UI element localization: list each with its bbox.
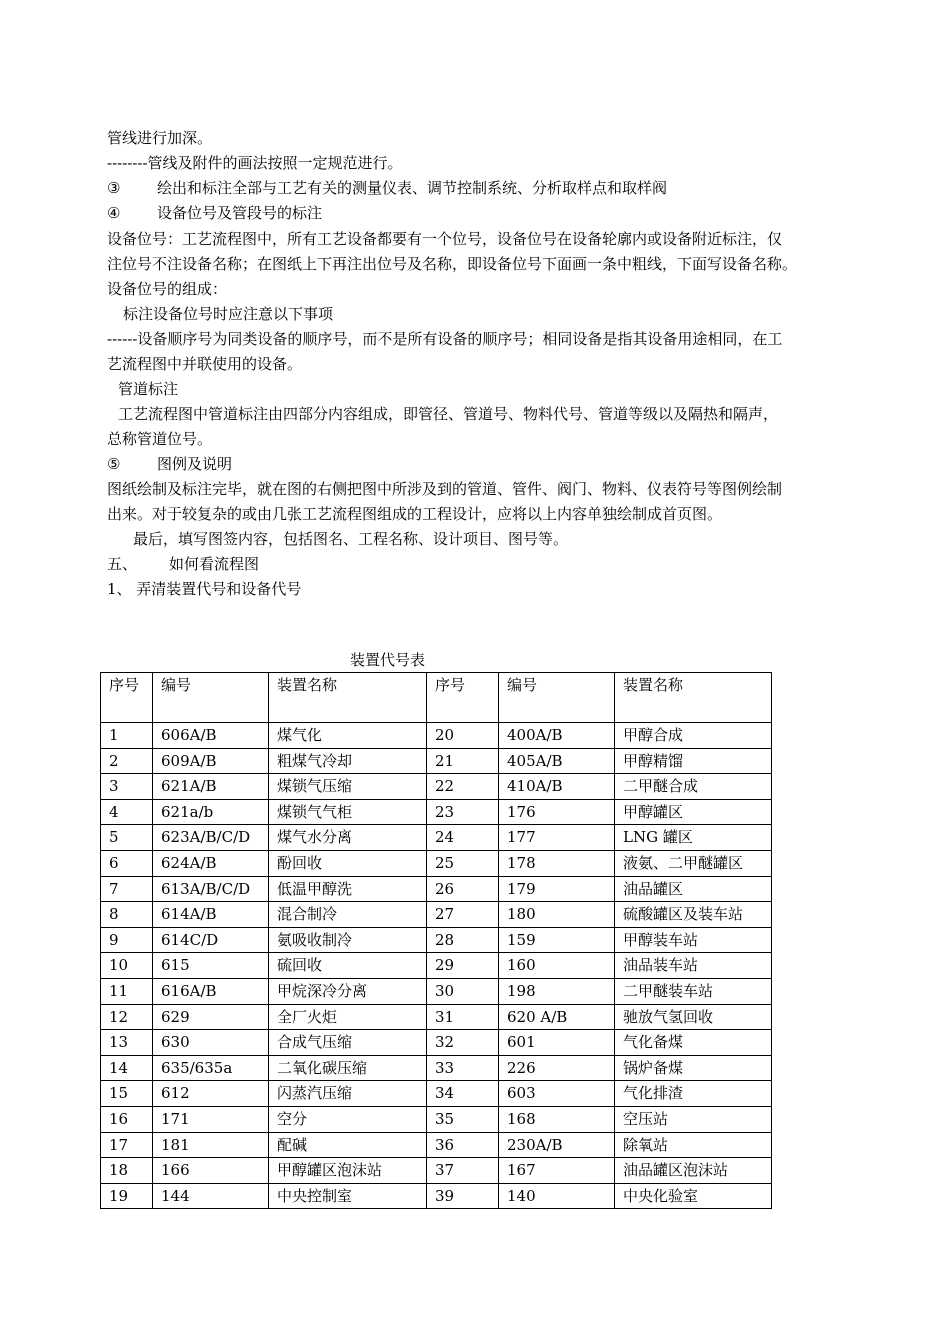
table-row — [101, 1158, 772, 1184]
cell-index: 12 — [101, 1004, 153, 1030]
table-row — [101, 927, 772, 953]
header-cell-index: 序号 — [101, 673, 153, 723]
cell-code: 621A/B — [153, 774, 269, 800]
list-marker: ⑤ — [107, 455, 121, 473]
cell-code: 612 — [153, 1081, 269, 1107]
cell-index: 15 — [101, 1081, 153, 1107]
paragraph: 工艺流程图中管道标注由四部分内容组成，即管径、管道号、物料代号、管道等级以及隔热和隔声， — [118, 405, 779, 423]
table-row — [101, 876, 772, 902]
section-number: 五、 — [107, 555, 138, 573]
cell-name: 气化备煤 — [615, 1030, 772, 1056]
device-code-table — [100, 672, 772, 1209]
header-cell-index: 序号 — [427, 673, 499, 723]
table-row — [101, 902, 772, 928]
table-row — [101, 1055, 772, 1081]
cell-code: 177 — [499, 825, 615, 851]
cell-name: 甲醇罐区泡沫站 — [269, 1158, 427, 1184]
cell-code: 603 — [499, 1081, 615, 1107]
cell-index: 11 — [101, 978, 153, 1004]
section-title: 如何看流程图 — [169, 555, 260, 573]
cell-index: 9 — [101, 927, 153, 953]
cell-name: 闪蒸汽压缩 — [269, 1081, 427, 1107]
cell-code: 178 — [499, 850, 615, 876]
paragraph: --------管线及附件的画法按照一定规范进行。 — [107, 154, 403, 172]
cell-code: 405A/B — [499, 748, 615, 774]
cell-index: 14 — [101, 1055, 153, 1081]
cell-code: 614C/D — [153, 927, 269, 953]
table-row — [101, 953, 772, 979]
cell-name: 甲醇合成 — [615, 723, 772, 749]
cell-name: 混合制冷 — [269, 902, 427, 928]
paragraph: 设备位号：工艺流程图中，所有工艺设备都要有一个位号，设备位号在设备轮廓内或设备附近标注，仅 — [107, 230, 783, 248]
cell-name: 全厂火炬 — [269, 1004, 427, 1030]
table-row — [101, 1183, 772, 1209]
cell-name: 煤锁气压缩 — [269, 774, 427, 800]
cell-index: 4 — [101, 799, 153, 825]
cell-code: 624A/B — [153, 850, 269, 876]
paragraph: 艺流程图中并联使用的设备。 — [107, 355, 303, 373]
list-item — [107, 454, 232, 474]
section-heading: 管道标注 — [118, 380, 179, 398]
cell-code: 176 — [499, 799, 615, 825]
cell-name: 低温甲醇洗 — [269, 876, 427, 902]
table-row — [101, 1004, 772, 1030]
cell-name: 油品罐区 — [615, 876, 772, 902]
table-row — [101, 978, 772, 1004]
paragraph: 标注设备位号时应注意以下事项 — [123, 305, 334, 323]
cell-name: 甲醇装车站 — [615, 927, 772, 953]
cell-code: 615 — [153, 953, 269, 979]
list-marker: ③ — [107, 179, 121, 197]
cell-index: 7 — [101, 876, 153, 902]
paragraph: ------设备顺序号为同类设备的顺序号，而不是所有设备的顺序号；相同设备是指其设备用途相同，在工 — [107, 330, 783, 348]
cell-name: 中央控制室 — [269, 1183, 427, 1209]
paragraph: 总称管道位号。 — [107, 430, 213, 448]
cell-index: 33 — [427, 1055, 499, 1081]
cell-name: 油品罐区泡沫站 — [615, 1158, 772, 1184]
cell-name: 中央化验室 — [615, 1183, 772, 1209]
cell-code: 167 — [499, 1158, 615, 1184]
cell-index: 34 — [427, 1081, 499, 1107]
table-row — [101, 748, 772, 774]
table-body — [101, 673, 772, 1209]
list-marker: ④ — [107, 204, 121, 222]
subsection-heading: 1、 弄清装置代号和设备代号 — [107, 580, 302, 598]
cell-name: 氨吸收制冷 — [269, 927, 427, 953]
list-item-text: 绘出和标注全部与工艺有关的测量仪表、调节控制系统、分析取样点和取样阀 — [157, 179, 668, 197]
cell-code: 179 — [499, 876, 615, 902]
cell-name: 二甲醚装车站 — [615, 978, 772, 1004]
cell-name: 煤气水分离 — [269, 825, 427, 851]
cell-code: 166 — [153, 1158, 269, 1184]
cell-code: 609A/B — [153, 748, 269, 774]
table-row — [101, 1030, 772, 1056]
cell-index: 39 — [427, 1183, 499, 1209]
paragraph: 出来。对于较复杂的或由几张工艺流程图组成的工程设计，应将以上内容单独绘制成首页图。 — [107, 505, 723, 523]
table-row — [101, 1106, 772, 1132]
cell-code: 198 — [499, 978, 615, 1004]
cell-name: 二甲醚合成 — [615, 774, 772, 800]
table-header-row — [101, 673, 772, 723]
cell-name: 煤锁气气柜 — [269, 799, 427, 825]
table-row — [101, 850, 772, 876]
cell-code: 629 — [153, 1004, 269, 1030]
cell-name: 气化排渣 — [615, 1081, 772, 1107]
cell-index: 13 — [101, 1030, 153, 1056]
cell-name: 硫酸罐区及装车站 — [615, 902, 772, 928]
cell-code: 616A/B — [153, 978, 269, 1004]
cell-index: 28 — [427, 927, 499, 953]
cell-name: 驰放气氢回收 — [615, 1004, 772, 1030]
cell-name: 煤气化 — [269, 723, 427, 749]
section-heading — [107, 554, 259, 574]
cell-index: 29 — [427, 953, 499, 979]
cell-code: 181 — [153, 1132, 269, 1158]
cell-code: 160 — [499, 953, 615, 979]
cell-name: 甲烷深冷分离 — [269, 978, 427, 1004]
cell-name: 酚回收 — [269, 850, 427, 876]
cell-index: 3 — [101, 774, 153, 800]
cell-index: 31 — [427, 1004, 499, 1030]
cell-index: 24 — [427, 825, 499, 851]
cell-index: 19 — [101, 1183, 153, 1209]
cell-name: 空分 — [269, 1106, 427, 1132]
cell-name: LNG 罐区 — [615, 825, 772, 851]
cell-index: 22 — [427, 774, 499, 800]
cell-name: 二氧化碳压缩 — [269, 1055, 427, 1081]
cell-code: 400A/B — [499, 723, 615, 749]
paragraph: 图纸绘制及标注完毕，就在图的右侧把图中所涉及到的管道、管件、阀门、物料、仪表符号等图例绘制 — [107, 480, 783, 498]
table-row — [101, 774, 772, 800]
table-row — [101, 825, 772, 851]
table-row — [101, 723, 772, 749]
cell-index: 25 — [427, 850, 499, 876]
list-item-text: 设备位号及管段号的标注 — [157, 204, 323, 222]
cell-index: 2 — [101, 748, 153, 774]
header-cell-name: 装置名称 — [269, 673, 427, 723]
header-cell-name: 装置名称 — [615, 673, 772, 723]
cell-code: 606A/B — [153, 723, 269, 749]
cell-index: 17 — [101, 1132, 153, 1158]
list-item — [107, 203, 322, 223]
cell-index: 37 — [427, 1158, 499, 1184]
cell-code: 613A/B/C/D — [153, 876, 269, 902]
cell-name: 配碱 — [269, 1132, 427, 1158]
list-item — [107, 178, 667, 198]
cell-name: 液氨、二甲醚罐区 — [615, 850, 772, 876]
cell-index: 26 — [427, 876, 499, 902]
cell-code: 410A/B — [499, 774, 615, 800]
table-row — [101, 1132, 772, 1158]
paragraph: 注位号不注设备名称；在图纸上下再注出位号及名称，即设备位号下面画一条中粗线，下面写设备名称。 — [107, 255, 798, 273]
cell-code: 159 — [499, 927, 615, 953]
cell-index: 20 — [427, 723, 499, 749]
cell-code: 180 — [499, 902, 615, 928]
cell-code: 226 — [499, 1055, 615, 1081]
header-cell-code: 编号 — [153, 673, 269, 723]
cell-index: 18 — [101, 1158, 153, 1184]
table-row — [101, 799, 772, 825]
cell-index: 6 — [101, 850, 153, 876]
cell-name: 合成气压缩 — [269, 1030, 427, 1056]
cell-index: 10 — [101, 953, 153, 979]
cell-index: 32 — [427, 1030, 499, 1056]
cell-index: 16 — [101, 1106, 153, 1132]
cell-index: 21 — [427, 748, 499, 774]
cell-name: 除氧站 — [615, 1132, 772, 1158]
cell-code: 144 — [153, 1183, 269, 1209]
paragraph: 设备位号的组成： — [107, 280, 228, 298]
cell-code: 635/635a — [153, 1055, 269, 1081]
cell-name: 甲醇精馏 — [615, 748, 772, 774]
cell-code: 171 — [153, 1106, 269, 1132]
cell-name: 锅炉备煤 — [615, 1055, 772, 1081]
table-row — [101, 1081, 772, 1107]
cell-code: 620 A/B — [499, 1004, 615, 1030]
cell-name: 油品装车站 — [615, 953, 772, 979]
cell-index: 36 — [427, 1132, 499, 1158]
cell-code: 601 — [499, 1030, 615, 1056]
cell-code: 140 — [499, 1183, 615, 1209]
cell-code: 630 — [153, 1030, 269, 1056]
cell-index: 5 — [101, 825, 153, 851]
paragraph: 管线进行加深。 — [107, 129, 213, 147]
cell-code: 621a/b — [153, 799, 269, 825]
cell-index: 8 — [101, 902, 153, 928]
cell-name: 硫回收 — [269, 953, 427, 979]
paragraph: 最后，填写图签内容，包括图名、工程名称、设计项目、图号等。 — [133, 530, 569, 548]
cell-code: 168 — [499, 1106, 615, 1132]
cell-name: 空压站 — [615, 1106, 772, 1132]
cell-name: 甲醇罐区 — [615, 799, 772, 825]
cell-index: 23 — [427, 799, 499, 825]
cell-code: 623A/B/C/D — [153, 825, 269, 851]
table-caption: 装置代号表 — [350, 651, 426, 669]
cell-index: 1 — [101, 723, 153, 749]
cell-code: 614A/B — [153, 902, 269, 928]
cell-index: 35 — [427, 1106, 499, 1132]
list-item-text: 图例及说明 — [157, 455, 233, 473]
header-cell-code: 编号 — [499, 673, 615, 723]
cell-code: 230A/B — [499, 1132, 615, 1158]
cell-index: 30 — [427, 978, 499, 1004]
cell-name: 粗煤气冷却 — [269, 748, 427, 774]
cell-index: 27 — [427, 902, 499, 928]
